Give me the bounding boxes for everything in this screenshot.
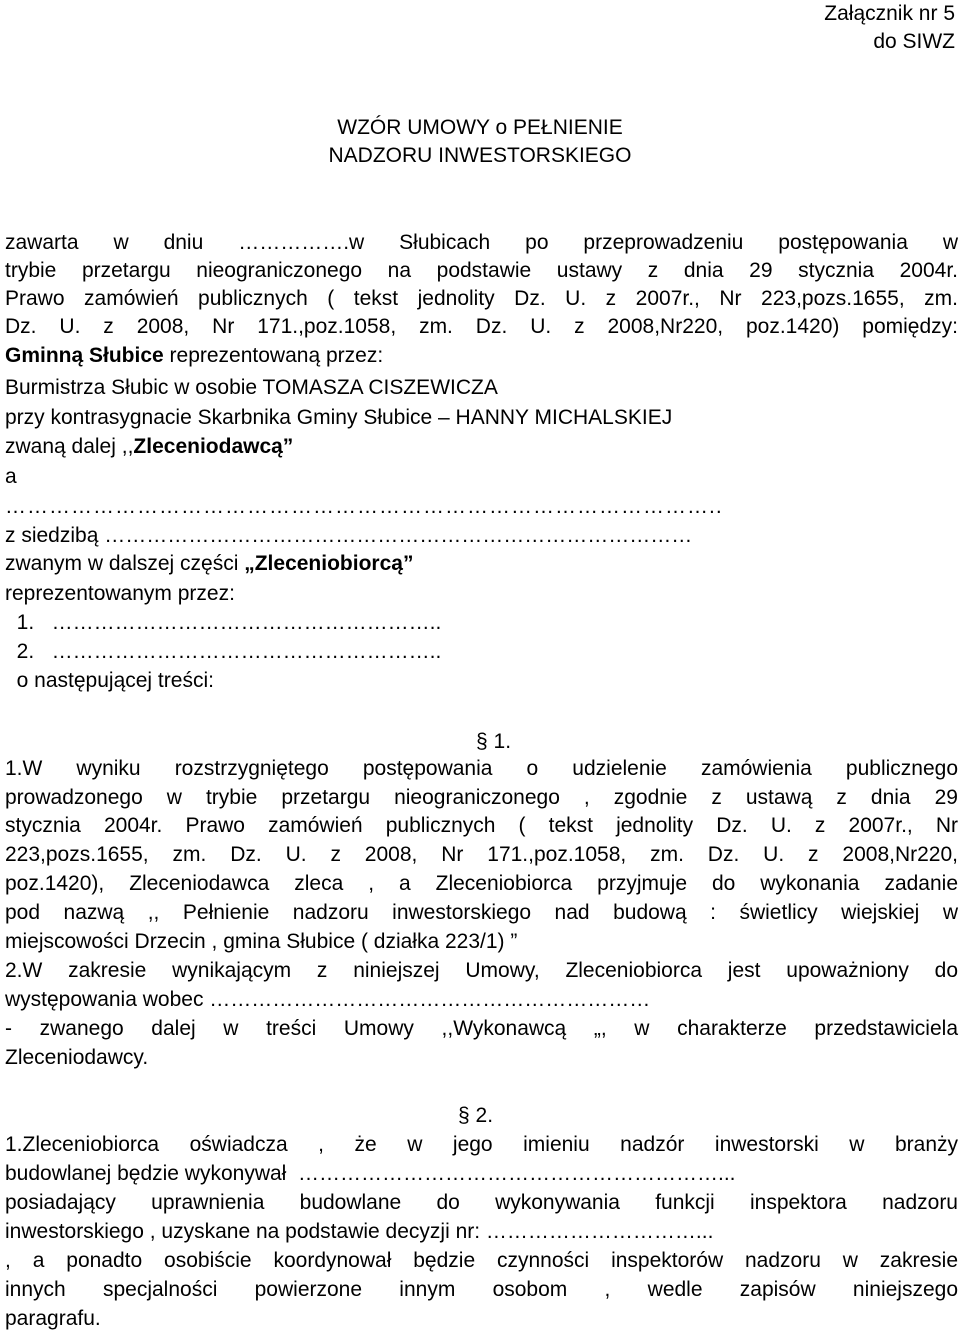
intro-line: zawarta w dniu …………….w Słubicach po przeprowadzeniu postępowania w xyxy=(5,231,958,254)
intro-line: Dz. U. z 2008, Nr 171.,poz.1058, zm. Dz. U. z 2008,Nr220, poz.1420) pomiędzy: xyxy=(5,315,958,338)
section-2-paragraph-line: , a ponadto osobiście koordynował będzie czynności inspektorów nadzoru w zakresie xyxy=(5,1249,958,1272)
section-2-paragraph-line: inwestorskiego , uzyskane na podstawie decyzji nr: …………………………... xyxy=(5,1220,714,1243)
section-2-paragraph-line: posiadający uprawnienia budowlane do wykonywania funkcji inspektora nadzoru xyxy=(5,1191,958,1214)
intro-line: trybie przetargu nieograniczonego na podstawie ustawy z dnia 29 stycznia 2004r. xyxy=(5,259,958,282)
section-1-paragraph-line: 223,pozs.1655, zm. Dz. U. z 2008, Nr 171.,poz.1058, zm. Dz. U. z 2008,Nr220, xyxy=(5,843,958,866)
section-1-heading: § 1. xyxy=(476,730,512,753)
contractor-designation-line xyxy=(5,552,958,576)
intro-line: Prawo zamówień publicznych ( tekst jednolity Dz. U. z 2007r., Nr 223,pozs.1655, zm. xyxy=(5,287,958,310)
section-1-paragraph-line: - zwanego dalej w treści Umowy ,,Wykonawcą „, w charakterze przedstawiciela xyxy=(5,1017,958,1040)
contractor-designation: „Zleceniobiorcą” xyxy=(244,552,414,575)
attachment-sublabel: do SIWZ xyxy=(873,30,955,53)
document-title-line2: NADZORU INWESTORSKIEGO xyxy=(328,144,632,167)
section-1-paragraph-line: miejscowości Drzecin , gmina Słubice ( działka 223/1) ” xyxy=(5,930,518,953)
party1-rest: reprezentowaną przez: xyxy=(163,344,384,367)
section-1-paragraph-line: 1.W wyniku rozstrzygniętego postępowania o udzielenie zamówienia publicznego xyxy=(5,757,958,780)
section-1-paragraph-line: Zleceniodawcy. xyxy=(5,1046,149,1069)
attachment-label: Załącznik nr 5 xyxy=(824,2,955,25)
conjunction-a: a xyxy=(5,465,17,488)
section-2-paragraph-line: paragrafu. xyxy=(5,1307,101,1330)
representative-1-blank: 1. ……………………………………………….. xyxy=(5,611,442,634)
section-2-heading: § 2. xyxy=(458,1104,494,1127)
section-2-paragraph-line: 1.Zleceniobiorca oświadcza , że w jego imieniu nadzór inwestorski w branży xyxy=(5,1133,958,1156)
document-title-line1: WZÓR UMOWY o PEŁNIENIE xyxy=(337,116,623,139)
client-designation-line xyxy=(5,435,958,459)
contractor-name-blank: …………………………………………………………………………………….. xyxy=(5,495,723,518)
client-designation: Zleceniodawcą” xyxy=(133,435,294,458)
section-1-paragraph-line: prowadzonego w trybie przetargu nieograniczonego , zgodnie z ustawą z dnia 29 xyxy=(5,786,958,809)
section-1-paragraph-line: występowania wobec ……………………………………………………… xyxy=(5,988,651,1011)
section-2-paragraph-line: budowlanej będzie wykonywał ……………………………………………………... xyxy=(5,1162,736,1185)
mayor-line: Burmistrza Słubic w osobie TOMASZA CISZEWICZA xyxy=(5,376,498,399)
client-designation-prefix: zwaną dalej ,, xyxy=(5,435,134,458)
following-content-line: o następującej treści: xyxy=(5,669,214,692)
party1-line xyxy=(5,344,958,368)
contractor-designation-prefix: zwanym w dalszej części xyxy=(5,552,245,575)
section-2-paragraph-line: innych specjalności powierzone innym osobom , wedle zapisów niniejszego xyxy=(5,1278,958,1301)
representative-2-blank: 2. ……………………………………………….. xyxy=(5,640,442,663)
party1-name: Gminną Słubice xyxy=(5,344,164,367)
treasurer-line: przy kontrasygnacie Skarbnika Gminy Słubice – HANNY MICHALSKIEJ xyxy=(5,406,673,429)
represented-by-line: reprezentowanym przez: xyxy=(5,582,235,605)
contractor-seat-line: z siedzibą ………………………………………………………………………… xyxy=(5,524,693,547)
section-1-paragraph-line: pod nazwą ,, Pełnienie nadzoru inwestorskiego nad budową : świetlicy wiejskiej w xyxy=(5,901,958,924)
section-1-paragraph-line: poz.1420), Zleceniodawca zleca , a Zleceniobiorca przyjmuje do wykonania zadanie xyxy=(5,872,958,895)
section-1-paragraph-line: stycznia 2004r. Prawo zamówień publicznych ( tekst jednolity Dz. U. z 2007r., Nr xyxy=(5,814,958,837)
section-1-paragraph-line: 2.W zakresie wynikającym z niniejszej Umowy, Zleceniobiorca jest upoważniony do xyxy=(5,959,958,982)
